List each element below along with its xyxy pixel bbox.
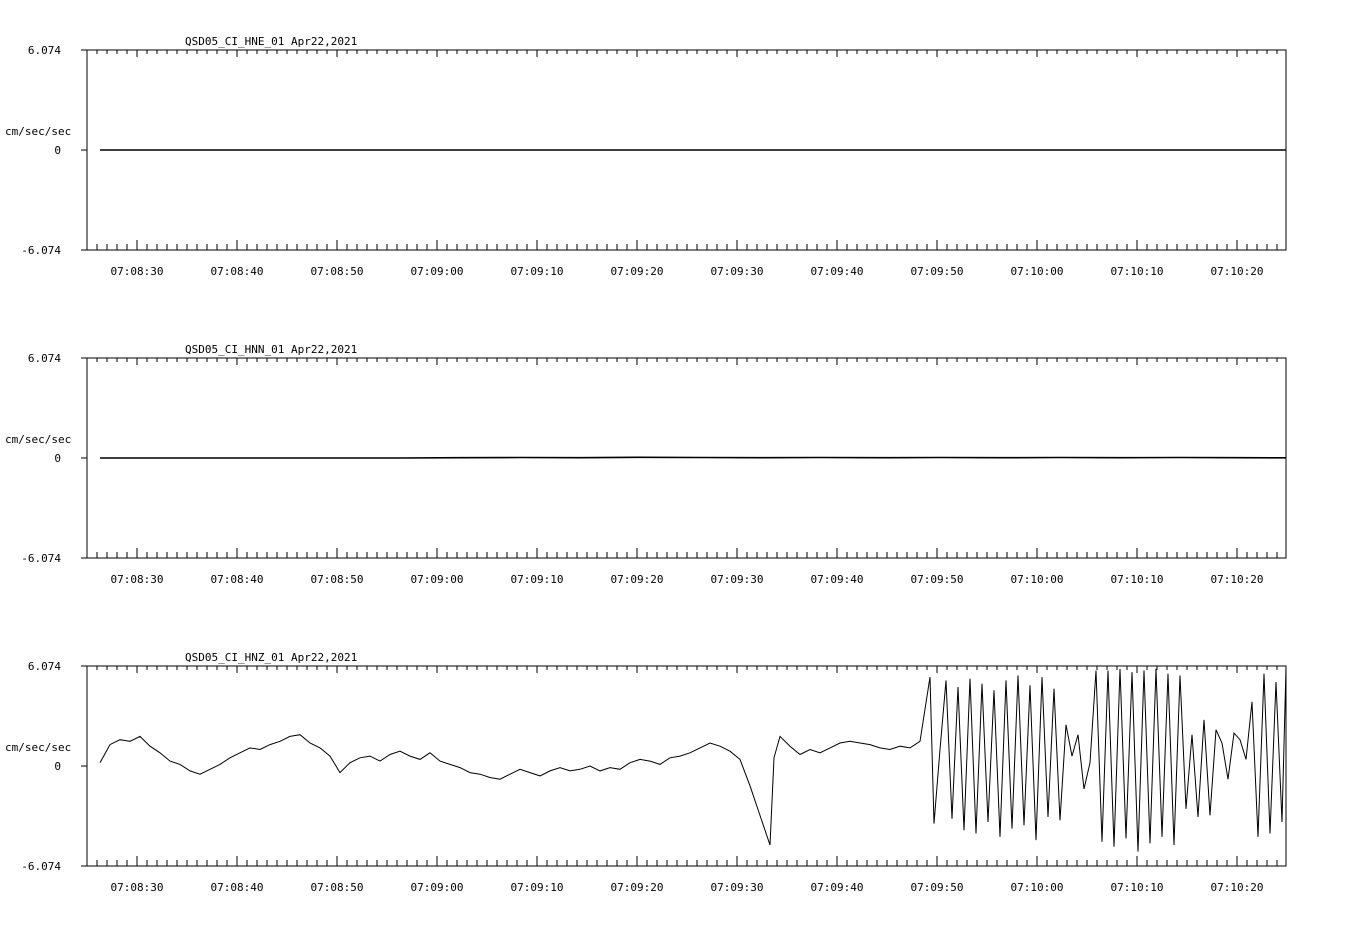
x-tick-label: 07:09:20 [610, 265, 664, 278]
x-tick-label: 07:10:10 [1110, 573, 1164, 586]
x-tick-label: 07:09:50 [910, 573, 964, 586]
x-tick-label: 07:10:20 [1210, 573, 1264, 586]
x-tick-label: 07:10:20 [1210, 265, 1264, 278]
x-tick-label: 07:09:30 [710, 881, 764, 894]
x-tick-label: 07:08:50 [310, 573, 364, 586]
x-tick-label: 07:08:40 [210, 573, 264, 586]
x-tick-label: 07:09:00 [410, 881, 464, 894]
x-tick-label: 07:09:50 [910, 265, 964, 278]
x-tick-label: 07:09:00 [410, 573, 464, 586]
y-tick-label: -6.074 [21, 244, 61, 257]
plot-title: QSD05_CI_HNZ_01 Apr22,2021 [185, 651, 358, 664]
x-tick-label: 07:10:00 [1010, 881, 1064, 894]
x-tick-label: 07:09:40 [810, 881, 864, 894]
x-tick-label: 07:10:10 [1110, 881, 1164, 894]
y-tick-label: 6.074 [27, 352, 61, 365]
x-tick-label: 07:09:50 [910, 881, 964, 894]
series-line [100, 667, 1286, 851]
plot-title: QSD05_CI_HNN_01 Apr22,2021 [185, 343, 358, 356]
x-tick-label: 07:09:20 [610, 881, 664, 894]
x-tick-label: 07:09:10 [510, 265, 564, 278]
x-tick-label: 07:08:40 [210, 881, 264, 894]
x-tick-label: 07:09:20 [610, 573, 664, 586]
y-tick-label: -6.074 [21, 860, 61, 873]
y-axis-label: cm/sec/sec [5, 433, 72, 446]
y-tick-label: 0 [54, 144, 61, 157]
y-tick-label: 6.074 [27, 660, 61, 673]
x-tick-label: 07:08:30 [110, 881, 164, 894]
x-tick-label: 07:09:00 [410, 265, 464, 278]
x-tick-label: 07:09:30 [710, 265, 764, 278]
x-tick-label: 07:09:30 [710, 573, 764, 586]
y-axis-label: cm/sec/sec [5, 741, 72, 754]
y-tick-label: 6.074 [27, 44, 61, 57]
plot-frame [87, 666, 1286, 866]
x-tick-label: 07:10:00 [1010, 265, 1064, 278]
plot-title: QSD05_CI_HNE_01 Apr22,2021 [185, 35, 358, 48]
x-tick-label: 07:08:30 [110, 265, 164, 278]
x-tick-label: 07:08:50 [310, 265, 364, 278]
x-tick-label: 07:10:20 [1210, 881, 1264, 894]
x-tick-label: 07:10:10 [1110, 265, 1164, 278]
x-tick-label: 07:10:00 [1010, 573, 1064, 586]
x-tick-label: 07:08:30 [110, 573, 164, 586]
x-tick-label: 07:09:10 [510, 573, 564, 586]
series-line [100, 457, 1286, 458]
x-tick-label: 07:08:50 [310, 881, 364, 894]
y-tick-label: 0 [54, 760, 61, 773]
y-axis-label: cm/sec/sec [5, 125, 72, 138]
y-tick-label: 0 [54, 452, 61, 465]
y-tick-label: -6.074 [21, 552, 61, 565]
x-tick-label: 07:08:40 [210, 265, 264, 278]
x-tick-label: 07:09:40 [810, 265, 864, 278]
x-tick-label: 07:09:40 [810, 573, 864, 586]
x-tick-label: 07:09:10 [510, 881, 564, 894]
